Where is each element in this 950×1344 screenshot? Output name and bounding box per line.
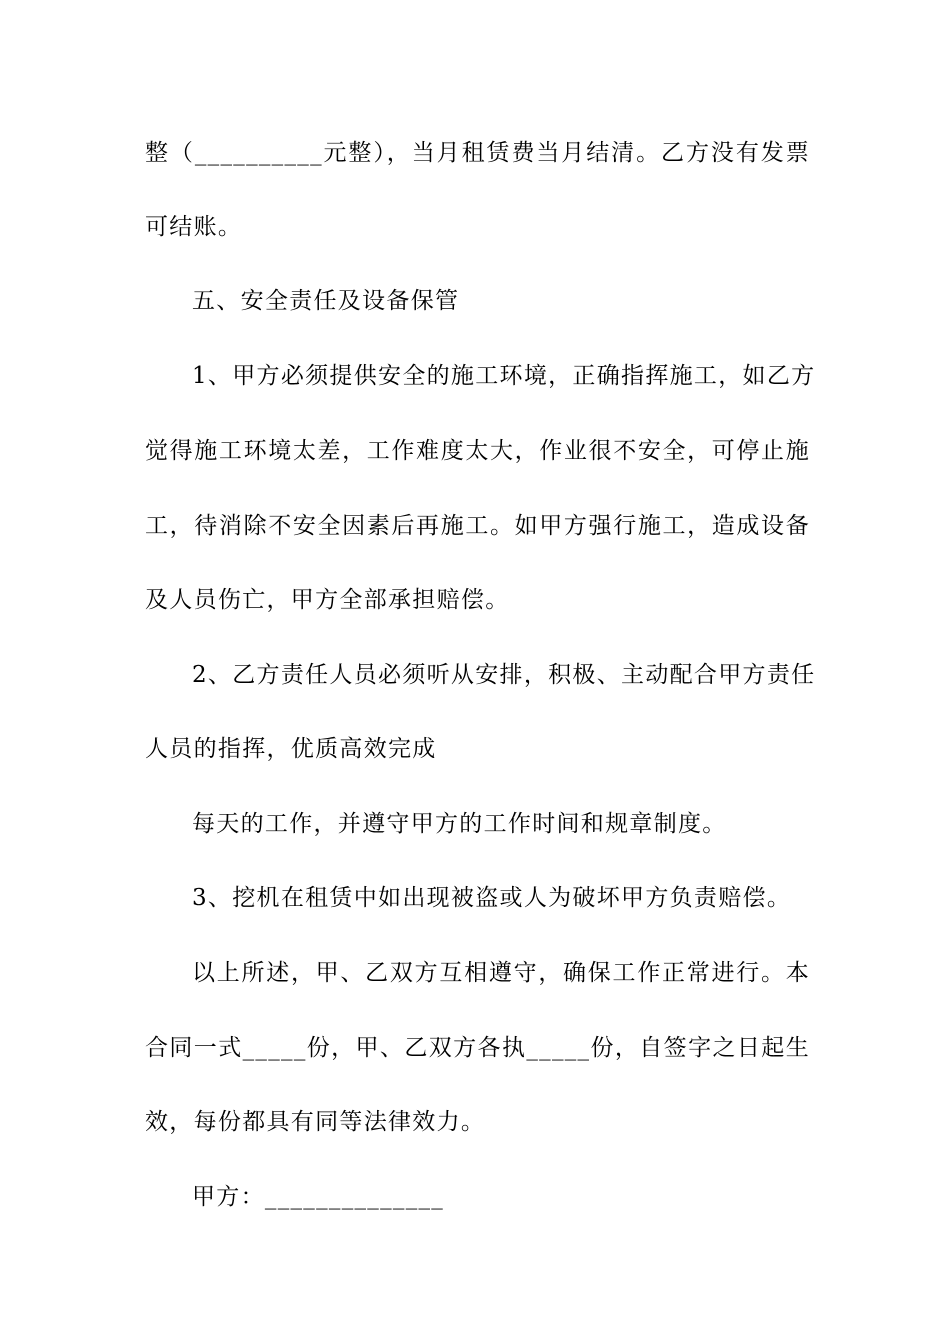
signature-party-a: 甲方：______________ [192,1184,445,1210]
text-line-7: 及人员伤亡，甲方全部承担赔偿。 [145,587,510,613]
text-line-9: 人员的指挥，优质高效完成 [145,736,437,762]
text-line-12: 以上所述，甲、乙双方互相遵守，确保工作正常进行。本 [192,960,810,986]
text-line-10: 每天的工作，并遵守甲方的工作时间和规章制度。 [192,811,727,837]
text-line-11: 3、挖机在租赁中如出现被盗或人为破坏甲方负责赔偿。 [192,885,792,911]
text-line-5: 觉得施工环境太差，工作难度太大，作业很不安全，可停止施 [145,438,810,464]
text-line-1: 整（__________元整），当月租赁费当月结清。乙方没有发票 [145,140,810,166]
text-line-14: 效，每份都具有同等法律效力。 [145,1109,486,1135]
section-heading: 五、安全责任及设备保管 [192,288,460,314]
text-line-8: 2、乙方责任人员必须听从安排，积极、主动配合甲方责任 [192,662,816,688]
text-line-6: 工，待消除不安全因素后再施工。如甲方强行施工，造成设备 [145,513,810,539]
text-line-2: 可结账。 [145,214,243,240]
text-line-13: 合同一式_____份，甲、乙双方各执_____份，自签字之日起生 [145,1035,810,1061]
text-line-4: 1、甲方必须提供安全的施工环境，正确指挥施工，如乙方 [192,363,816,389]
